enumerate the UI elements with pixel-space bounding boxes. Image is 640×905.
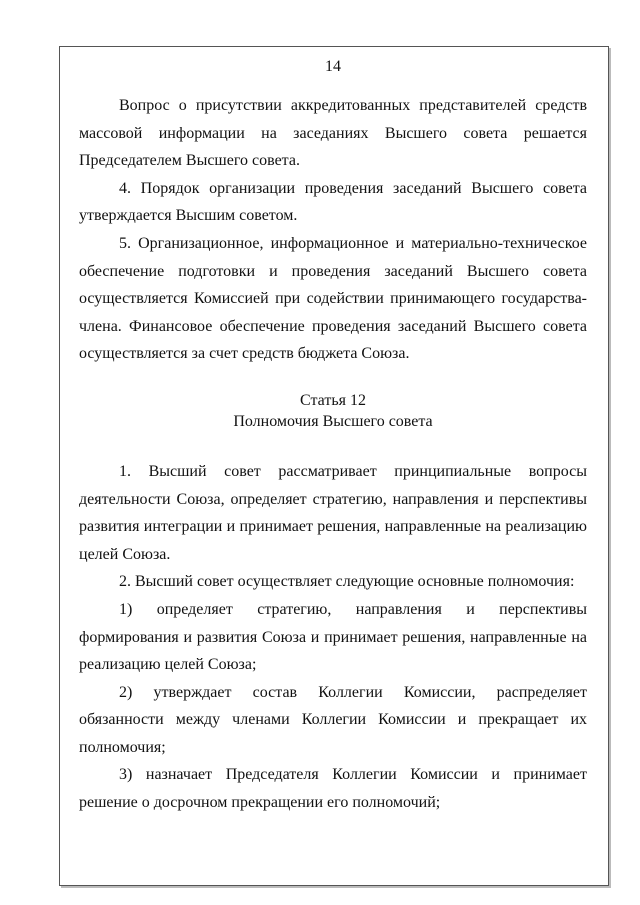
- paragraph: 5. Организационное, информационное и материально-техническое обеспечение подготовки и проведения заседаний Высшего совета осуществляется Комиссией при содействии принимающего государства-члена. Финансовое обеспечение проведения заседаний Высшего совета осуществляется за счет средств бюджета Союза.: [79, 234, 587, 363]
- paragraph: 2) утверждает состав Коллегии Комиссии, распределяет обязанности между членами Коллегии Комиссии и прекращает их полномочия;: [79, 683, 587, 756]
- article-heading: [79, 390, 587, 432]
- paragraph: 4. Порядок организации проведения заседаний Высшего совета утверждается Высшим советом.: [79, 179, 587, 225]
- document-body: [79, 58, 587, 817]
- paragraph: 1) определяет стратегию, направления и перспективы формирования и развития Союза и принимает решения, направленные на реализацию целей Союза;: [79, 600, 587, 674]
- paragraph: 2. Высший совет осуществляет следующие основные полномочия:: [119, 573, 575, 591]
- paragraph: 3) назначает Председателя Коллегии Комиссии и принимает решение о досрочном прекращении его полномочий;: [79, 766, 587, 812]
- article-number: Статья 12: [300, 391, 366, 409]
- page-number: 14: [325, 58, 341, 75]
- paragraph: Вопрос о присутствии аккредитованных представителей средств массовой информации на заседаниях Высшего совета решается Председателем Высшего совета.: [79, 97, 587, 170]
- paragraph: 1. Высший совет рассматривает принципиальные вопросы деятельности Союза, определяет стратегию, направления и перспективы развития интеграции и принимает решения, направленные на реализацию целей Союза.: [79, 462, 587, 563]
- article-title: Полномочия Высшего совета: [233, 412, 433, 430]
